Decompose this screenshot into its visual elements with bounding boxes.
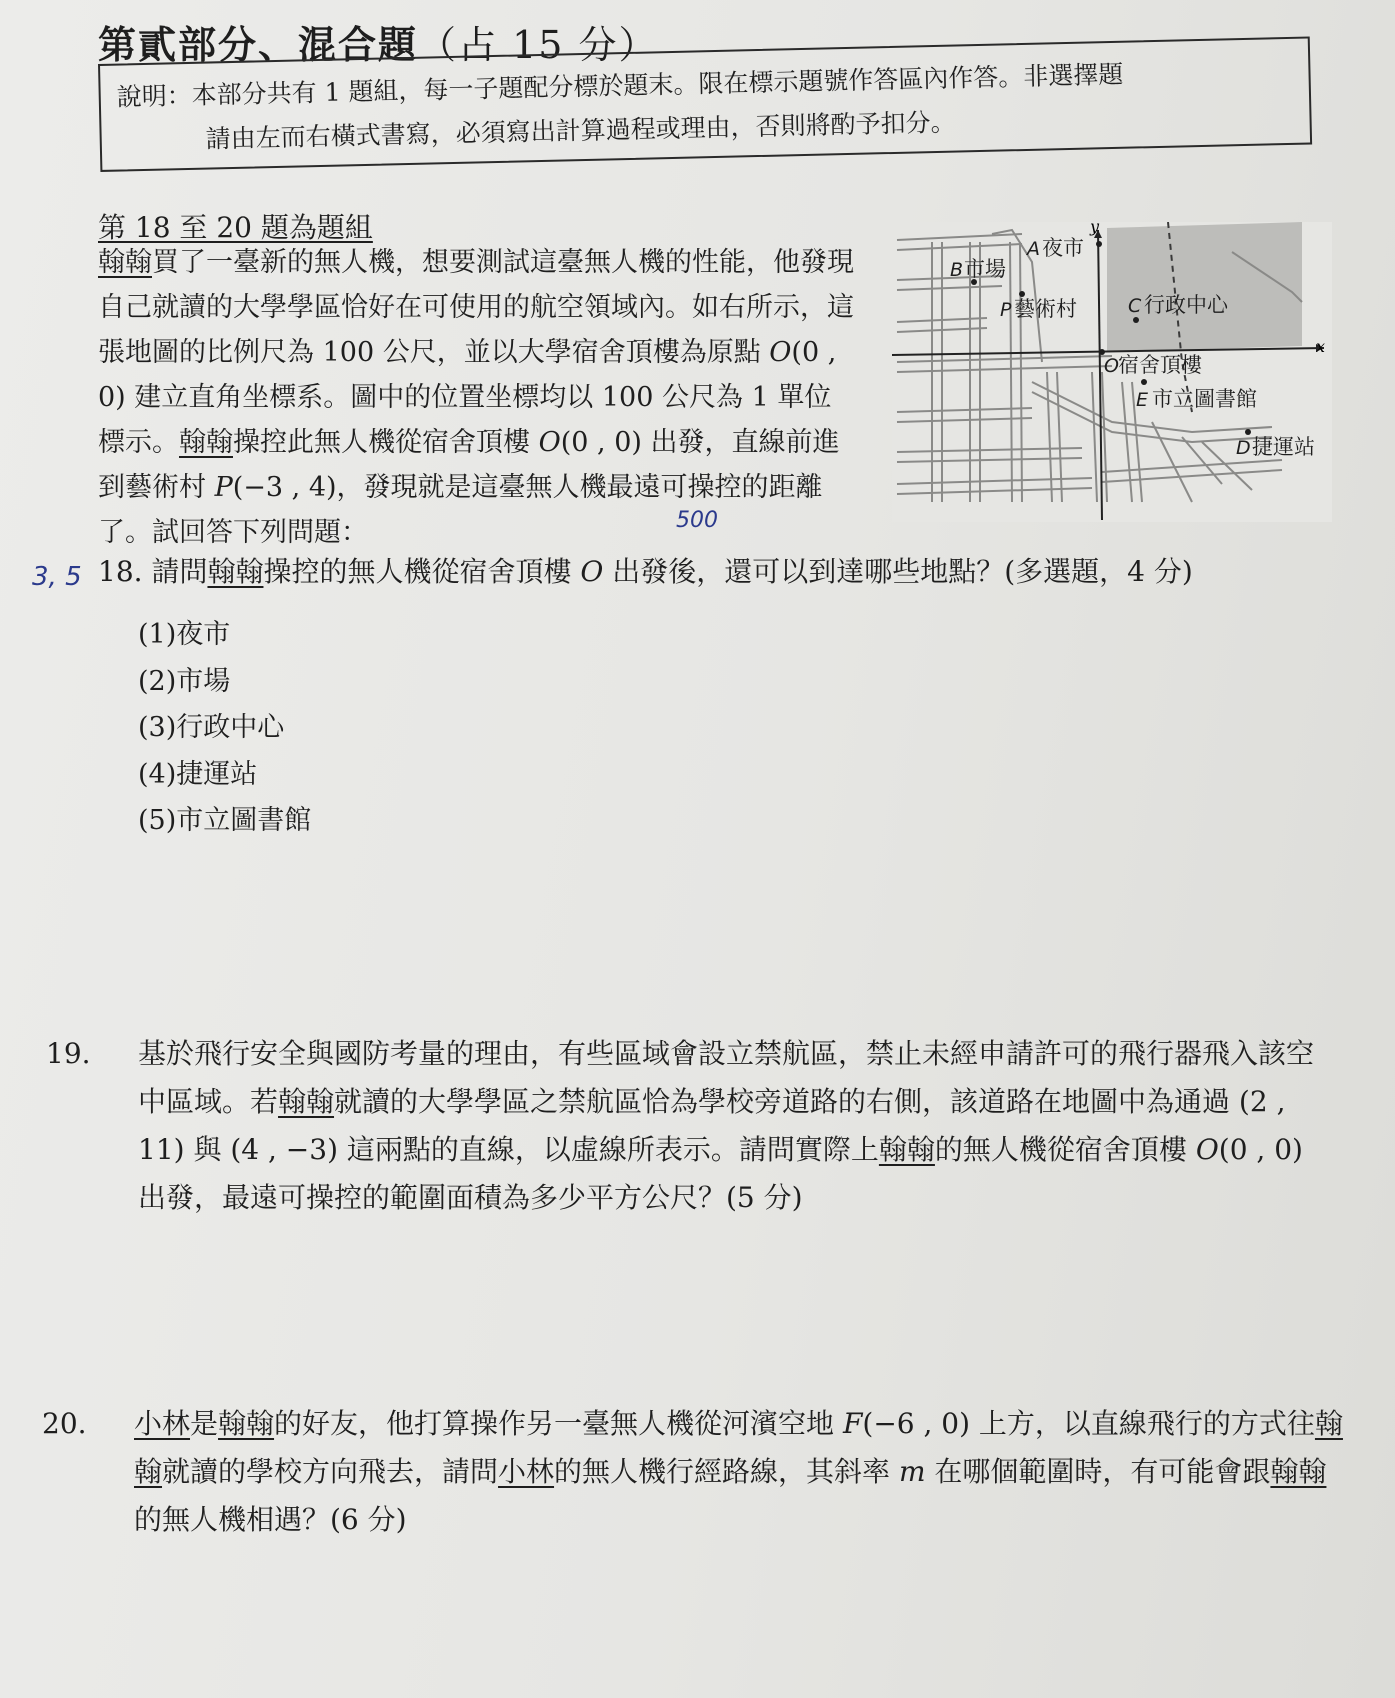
person-name: 翰翰 — [207, 555, 264, 588]
point-name: 市立圖書館 — [1152, 387, 1257, 411]
question-20 — [42, 1400, 1348, 1544]
section-score: （占 15 分） — [418, 23, 659, 67]
question-text: (−6 , 0) 上方，以直線飛行的方式往 — [862, 1407, 1315, 1440]
question-18 — [98, 548, 1298, 596]
question-number: 20. — [42, 1407, 87, 1440]
section-title-text: 第貳部分、混合題 — [98, 22, 419, 67]
point-name: 藝術村 — [1014, 297, 1077, 321]
point-letter: E — [1136, 389, 1149, 411]
point-name: 夜市 — [1042, 236, 1084, 260]
option-5: (5)市立圖書館 — [138, 805, 312, 836]
slope-label: m — [898, 1455, 926, 1488]
question-text: 出發後，還可以到達哪些地點？(多選題，4 分) — [603, 555, 1193, 588]
intro-paragraph — [98, 240, 858, 555]
intro-text-2: (0 , 0) 建立直角坐標系。圖中的位置坐標均以 100 公尺為 1 單位標示。 — [98, 337, 837, 458]
question-text: 是 — [190, 1407, 219, 1440]
question-group-heading: 第 18 至 20 題為題組 — [98, 211, 373, 244]
point-f-label: F — [842, 1407, 863, 1440]
option-4: (4)捷運站 — [138, 758, 258, 790]
person-name: 翰翰 — [218, 1407, 275, 1440]
point-name: 市場 — [964, 257, 1006, 281]
person-name: 翰翰 — [98, 247, 152, 278]
option-2: (2)市場 — [138, 665, 231, 697]
option-1: (1)夜市 — [138, 619, 231, 650]
question-19 — [46, 1030, 1332, 1222]
question-text: 基於飛行安全與國防考量的理由，有些區域會設立禁航區，禁止未經申請許可的飛行器飛入該空中區域。若 — [138, 1037, 1315, 1118]
question-text: 的無人機從宿舍頂樓 — [934, 1133, 1196, 1166]
person-name: 翰翰 — [878, 1133, 935, 1166]
point-letter: A — [1027, 238, 1040, 260]
person-name: 小林 — [134, 1407, 191, 1440]
point-letter: C — [1128, 295, 1142, 317]
question-text: 就讀的學校方向飛去，請問 — [162, 1455, 499, 1488]
origin-label: O — [1195, 1133, 1219, 1166]
intro-text-5: (−3 , 4)，發現就是這臺無人機最遠可操控的距離了。試回答下列問題： — [98, 472, 823, 548]
y-axis-label: y — [1090, 222, 1100, 236]
point-letter: O — [1104, 355, 1119, 377]
intro-text-4: (0 , 0) 出發，直線前進到藝術村 — [98, 427, 840, 503]
question-text: (0 , 0) 出發，最遠可操控的範圍面積為多少平方公尺？(5 分) — [138, 1133, 1303, 1214]
question-text: 請問 — [151, 555, 208, 588]
point-letter: P — [1000, 299, 1012, 321]
question-text: 的好友，他打算操作另一臺無人機從河濱空地 — [274, 1407, 843, 1440]
question-text: 的無人機相遇？(6 分) — [134, 1503, 407, 1536]
question-text: 在哪個範圍時，有可能會跟 — [925, 1455, 1271, 1488]
intro-text-1: 買了一臺新的無人機，想要測試這臺無人機的性能，他發現自己就讀的大學學區恰好在可使用的航空領域內。如右所示，這張地圖的比例尺為 100 公尺，並以大學宿舍頂樓為原點 — [98, 247, 854, 368]
question-number: 18. — [98, 555, 143, 588]
person-name: 翰翰 — [1270, 1455, 1327, 1488]
point-p-label: P — [214, 472, 233, 503]
person-name: 翰翰 — [179, 427, 233, 458]
origin-label: O — [769, 337, 792, 368]
point-name: 宿舍頂樓 — [1118, 353, 1202, 377]
point-letter: B — [950, 259, 964, 281]
option-3: (3)行政中心 — [138, 712, 285, 743]
point-name: 行政中心 — [1144, 293, 1228, 317]
origin-label: O — [538, 427, 561, 458]
question-text: 就讀的大學學區之禁航區恰為學校旁道路的右側，該道路在地圖中為通過 (2 , 11) 與 (4 , −3) 這兩點的直線，以虛線所表示。請問實際上 — [138, 1085, 1286, 1166]
question-text: 操控的無人機從宿舍頂樓 — [263, 555, 581, 588]
person-name: 小林 — [498, 1455, 555, 1488]
point-letter: D — [1236, 437, 1251, 459]
campus-map — [892, 222, 1332, 522]
instructions-line-1: 說明：本部分共有 1 題組，每一子題配分標於題末。限在標示題號作答區內作答。非選擇題 — [116, 59, 1124, 112]
person-name: 翰翰 — [134, 1407, 1343, 1488]
question-text: 的無人機行經路線，其斜率 — [554, 1455, 899, 1488]
handwritten-answer-note: 3, 5 — [32, 562, 82, 592]
instructions-line-2: 請由左而右橫式書寫，必須寫出計算過程或理由，否則將酌予扣分。 — [205, 107, 956, 154]
person-name: 翰翰 — [278, 1085, 335, 1118]
handwritten-distance-note: 500 — [676, 508, 718, 533]
map-point-b — [950, 257, 1006, 285]
q18-options — [138, 612, 311, 845]
origin-label: O — [580, 555, 604, 588]
intro-text-3: 操控此無人機從宿舍頂樓 — [233, 427, 539, 458]
x-axis-label: x — [1316, 337, 1326, 356]
point-name: 捷運站 — [1252, 435, 1315, 459]
question-number: 19. — [46, 1037, 91, 1070]
